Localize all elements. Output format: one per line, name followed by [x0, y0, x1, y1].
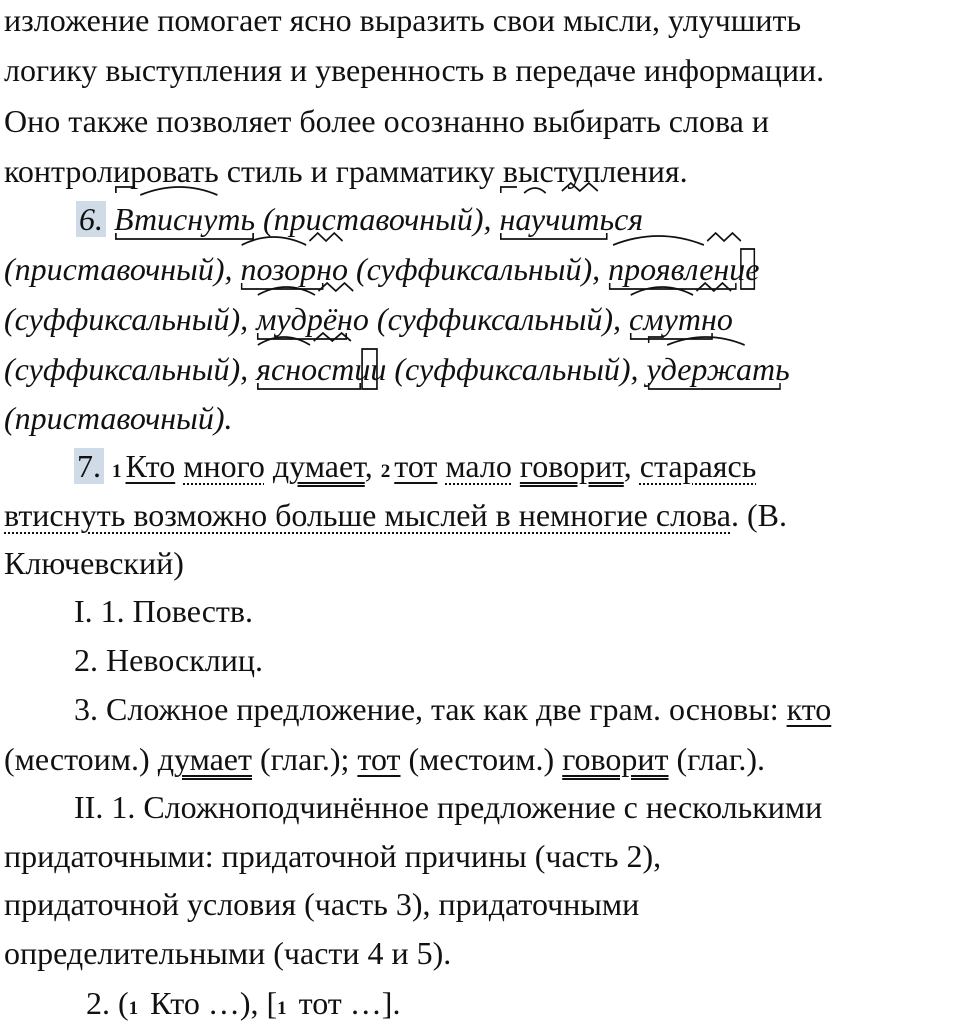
analysis-ii1-line-4: определительными (части 4 и 5).	[4, 935, 452, 971]
word-type: (суффиксальный)	[355, 251, 593, 287]
task7-author: Ключевский)	[4, 545, 184, 581]
analysis-ii1-line-1: II. 1. Сложноподчинённое предложение с несколькими	[74, 789, 823, 825]
intro-line-1: изложение помогает ясно выразить свои мысли, улучшить	[4, 2, 802, 38]
word-type: (суффиксальный)	[4, 351, 241, 387]
part-number: 1	[128, 998, 139, 1019]
predicate-dumaet: думает	[272, 448, 365, 484]
task7-number: 7.	[74, 448, 104, 484]
circumstance-mnogo: много	[183, 448, 265, 484]
analysis-i3-line-2: (местоим.) думает (глаг.); тот (местоим.) говорит (глаг.).	[4, 741, 766, 777]
task6-line-2: (приставочный), позорно (суффиксальный), проявление	[4, 245, 759, 294]
morph-word-smutno: смутно	[629, 295, 733, 344]
intro-line-2: логику выступления и уверенность в передаче информации.	[4, 52, 825, 88]
subject-kto: Кто	[125, 448, 176, 484]
word-type: (приставочный)	[4, 400, 225, 436]
task6-line-3: (суффиксальный), мудрёно (суффиксальный), смутно	[4, 295, 733, 344]
morph-word-nauchitsya: научиться	[499, 195, 643, 244]
part-number: 1	[112, 461, 122, 482]
analysis-ii1-line-3: придаточной условия (часть 3), придаточными	[4, 886, 640, 922]
circumstance-malo: мало	[445, 448, 512, 484]
subject-tot: тот	[357, 741, 401, 777]
intro-line-3: Оно также позволяет более осознанно выбирать слова и	[4, 103, 769, 139]
task7-sentence-line-2: втиснуть возможно больше мыслей в немногие слова. (В.	[4, 497, 787, 533]
morph-word-uderzhat: удержать	[647, 345, 790, 394]
part-number: 1	[277, 998, 287, 1019]
analysis-i3-line-1: 3. Сложное предложение, так как две грам. основы: кто	[74, 691, 832, 727]
analysis-ii2-scheme: 2. (1 Кто …), [1 тот …].	[86, 985, 401, 1021]
word-type: (суффиксальный)	[376, 301, 614, 337]
word-type: (суффиксальный)	[394, 351, 631, 387]
predicate-dumaet: думает	[157, 741, 252, 777]
morph-word-pozorno: позорно	[240, 245, 348, 294]
task7-sentence-line-1: 7. 1 Кто много думает, 2 тот мало говорит, стараясь	[74, 442, 756, 497]
morph-word-proyavlenie: проявление	[608, 245, 759, 294]
analysis-i1: I. 1. Повеств.	[74, 593, 253, 629]
task6-line-1: 6. Втиснуть (приставочный), научиться	[76, 195, 643, 244]
subject-kto: кто	[786, 691, 832, 727]
task6-line-5: (приставочный).	[4, 400, 233, 436]
task6-number: 6.	[76, 201, 106, 237]
adverbial-phrase: втиснуть возможно больше мыслей в немногие слова	[4, 497, 731, 533]
intro-line-4: контролировать стиль и грамматику выступления.	[4, 153, 688, 189]
morph-word-mudreno: мудрёно	[256, 295, 369, 344]
predicate-govorit: говорит	[519, 448, 624, 484]
morph-word-yasnosti: ясностии	[256, 345, 386, 394]
subject-tot: тот	[394, 448, 438, 484]
predicate-govorit: говорит	[562, 741, 669, 777]
analysis-i2: 2. Невосклиц.	[74, 642, 263, 678]
analysis-ii1-line-2: придаточными: придаточной причины (часть 2),	[4, 838, 662, 874]
word-type: (приставочный)	[263, 201, 484, 237]
circumstance-staraias: стараясь	[639, 448, 757, 484]
morph-word-vtisnut: Втиснуть	[114, 195, 255, 244]
part-number: 2	[380, 461, 391, 482]
task6-line-4: (суффиксальный), ясностии (суффиксальный), удержать	[4, 345, 790, 394]
word-type: (суффиксальный)	[4, 301, 241, 337]
word-type: (приставочный)	[4, 251, 225, 287]
